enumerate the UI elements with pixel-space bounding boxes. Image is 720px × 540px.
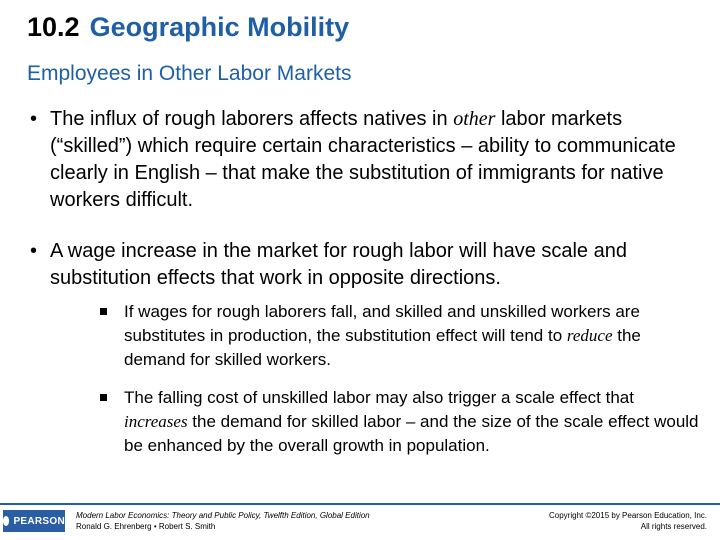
section-number: 10.2 [27,12,80,42]
rights-text: All rights reserved. [640,522,707,531]
sub-bullet-item [100,300,700,372]
copyright-text: Copyright ©2015 by Pearson Education, Inc. [549,511,707,520]
bullet-text: A wage increase in the market for rough labor will have scale and substitution effects that work in opposite directions. [50,240,627,289]
bullet-dot-icon: • [30,108,38,130]
sub-bullet-item [100,386,700,458]
pearson-logo [3,510,65,532]
footer-divider [0,503,720,505]
sub-bullet-text [124,386,700,458]
section-title: Geographic Mobility [89,12,350,42]
bullet-item [30,106,680,214]
book-title: Modern Labor Economics: Theory and Public Policy, Twelfth Edition, Global Edition [76,511,370,520]
slide-title [27,12,349,43]
square-bullet-icon [100,308,107,315]
sub-bullet-emphasis: increases [124,412,188,431]
sub-bullet-text-after: the demand for skilled labor – and the size of the scale effect would be enhanced by the overall growth in population. [124,412,699,455]
footer-citation [76,510,370,532]
sub-bullet-text [124,300,700,372]
sub-bullet-text-before: If wages for rough laborers fall, and skilled and unskilled workers are substitutes in production, the substitution effect will tend to [124,302,640,345]
pearson-mark-icon [3,516,9,526]
bullet-emphasis: other [453,108,496,130]
bullet-text-after: labor markets (“skilled”) which require certain characteristics – ability to communicate clearly in English – that make the substitution of immigrants for native workers difficult. [50,108,676,211]
sub-bullet-emphasis: reduce [566,326,613,345]
logo-text: PEARSON [13,515,65,527]
slide-subtitle: Employees in Other Labor Markets [27,62,352,85]
bullet-text-before: The influx of rough laborers affects natives in [50,108,454,130]
sub-bullet-text-before: The falling cost of unskilled labor may also trigger a scale effect that [124,388,634,407]
bullet-item [30,238,680,292]
bullet-dot-icon: • [30,240,38,262]
bullet-text [50,106,680,214]
square-bullet-icon [100,394,107,401]
book-authors: Ronald G. Ehrenberg • Robert S. Smith [76,522,216,531]
sub-bullet-text-after: the demand for skilled workers. [124,326,641,369]
footer-copyright [549,510,707,532]
